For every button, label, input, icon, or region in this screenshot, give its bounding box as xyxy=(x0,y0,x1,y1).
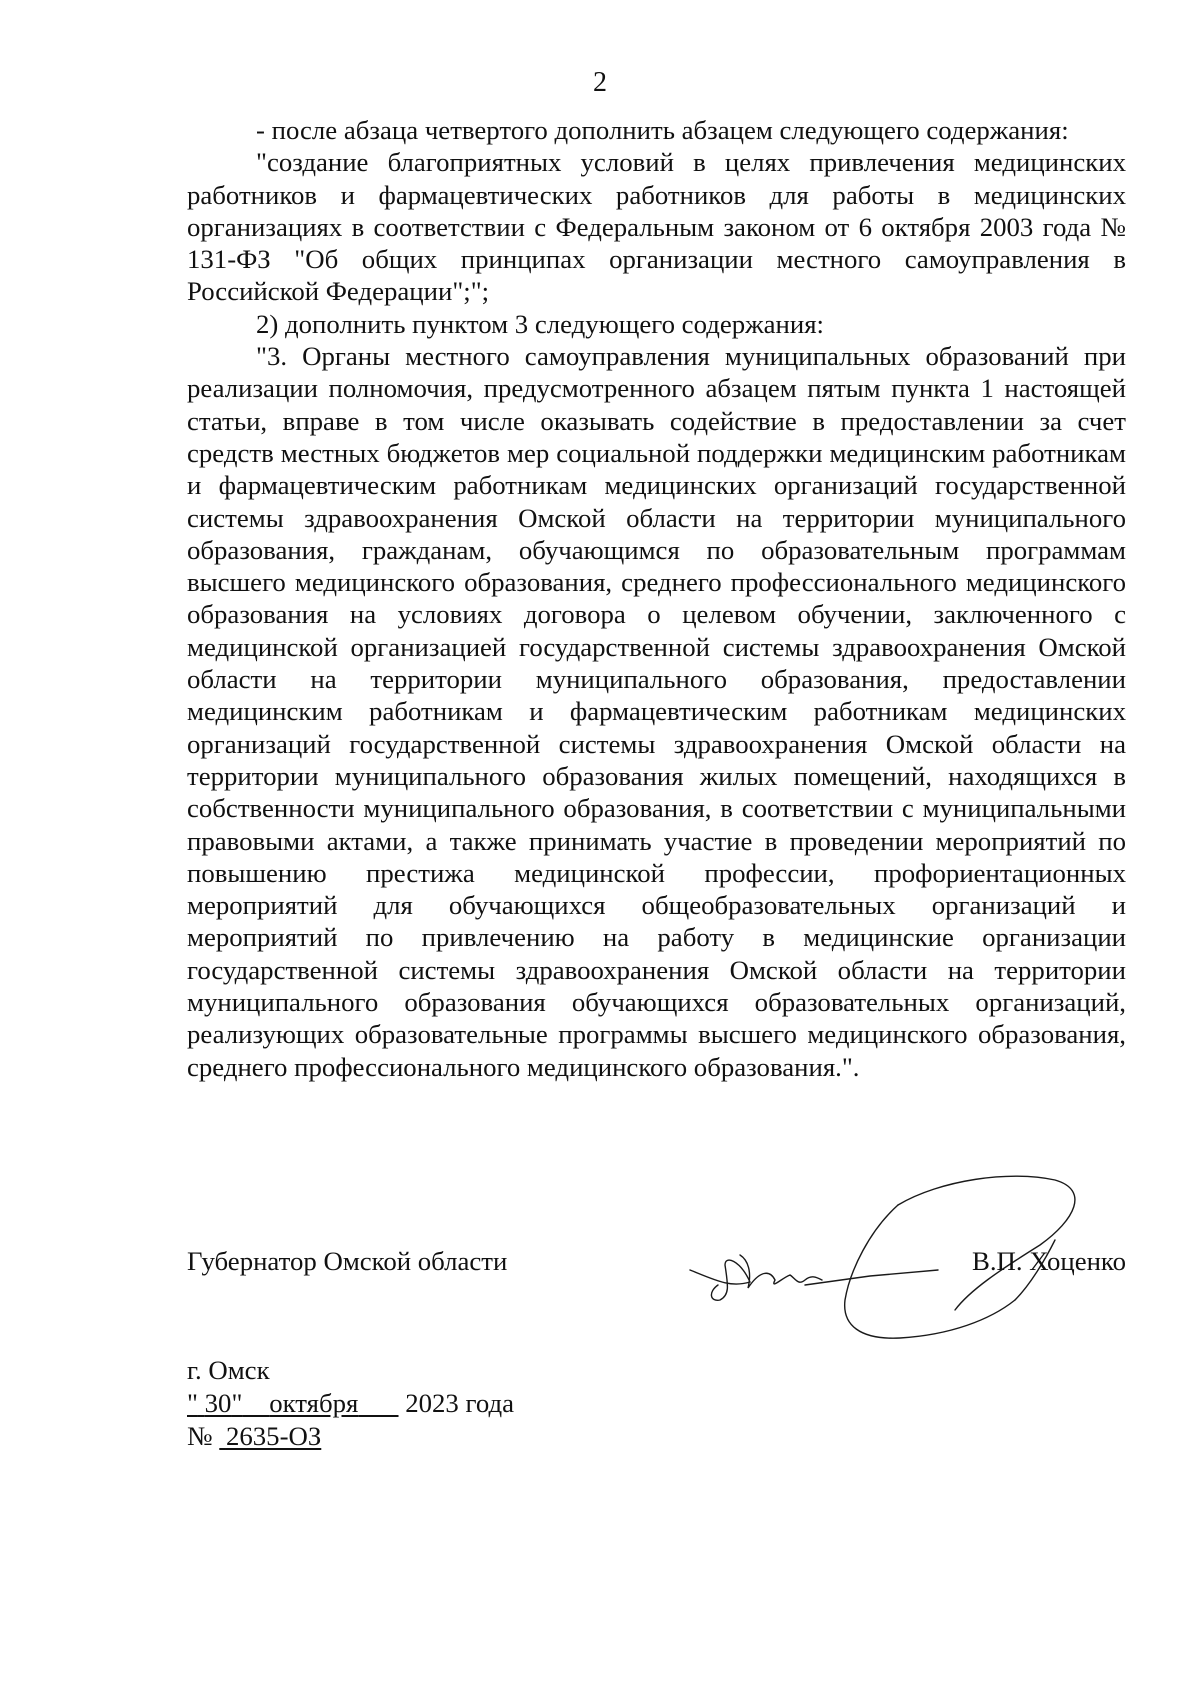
number-sign: № xyxy=(187,1421,213,1451)
document-footer xyxy=(187,1354,514,1453)
date-month: октября xyxy=(269,1388,359,1418)
page-number: 2 xyxy=(593,67,607,98)
signature-block xyxy=(187,1245,1126,1285)
date-line xyxy=(187,1387,514,1420)
date-quote-close: " xyxy=(231,1388,243,1418)
city-line xyxy=(187,1354,514,1387)
paragraph-1: - после абзаца четвертого дополнить абзацем следующего содержания: xyxy=(256,115,1069,145)
document-body xyxy=(187,114,1126,1083)
signatory-position: Губернатор Омской области xyxy=(187,1246,508,1276)
paragraph-3: 2) дополнить пунктом 3 следующего содержания: xyxy=(256,308,824,339)
signatory-name: В.П. Хоценко xyxy=(971,1246,1126,1276)
date-quote-open: " xyxy=(187,1388,198,1418)
number-line xyxy=(187,1420,514,1453)
date-day-field xyxy=(187,1388,399,1418)
document-number xyxy=(219,1421,321,1451)
paragraph-4: "3. Органы местного самоуправления муниципальных образований при реализации полномочия, предусмотренного абзацем пятым пункта 1 настоящей статьи, вправе в том числе оказывать содействие в предоставлении за счет средств местных бюджетов мер социальной поддержки медицинским работникам и фармацевтическим работникам медицинских организаций государственной системы здравоохранения Омской области на территории муниципального образования, гражданам, обучающимся по образовательным программам высшего медицинского образования, среднего профессионального медицинского образования на условиях договора о целевом обучении, заключенного с медицинской организацией государственной системы здравоохранения Омской области на территории муниципального образования, предоставлении медицинским работникам и фармацевтическим работникам медицинских организаций государственной системы здравоохранения Омской области на территории муниципального образования жилых помещений, находящихся в собственности муниципального образования, в соответствии с муниципальными правовыми актами, а также принимать участие в проведении мероприятий по повышению престижа медицинской профессии, профориентационных мероприятий для обучающихся общеобразовательных организаций и мероприятий по привлечению на работу в медицинские организации государственной системы здравоохранения Омской области на территории муниципального образования обучающихся образовательных организаций, реализующих образовательные программы высшего медицинского образования, среднего профессионального медицинского образования.". xyxy=(187,341,1126,1082)
date-year: 2023 года xyxy=(405,1388,514,1418)
document-number-value: 2635-ОЗ xyxy=(225,1421,322,1451)
city: г. Омск xyxy=(187,1355,270,1385)
date-day: 30 xyxy=(204,1388,232,1418)
paragraph-2: "создание благоприятных условий в целях привлечения медицинских работников и фармацевтических работников для работы в медицинских организациях в соответствии с Федеральным законом от 6 октября 2003 года № 131-ФЗ "Об общих принципах организации местного самоуправления в Российской Федерации";"; xyxy=(187,147,1126,307)
